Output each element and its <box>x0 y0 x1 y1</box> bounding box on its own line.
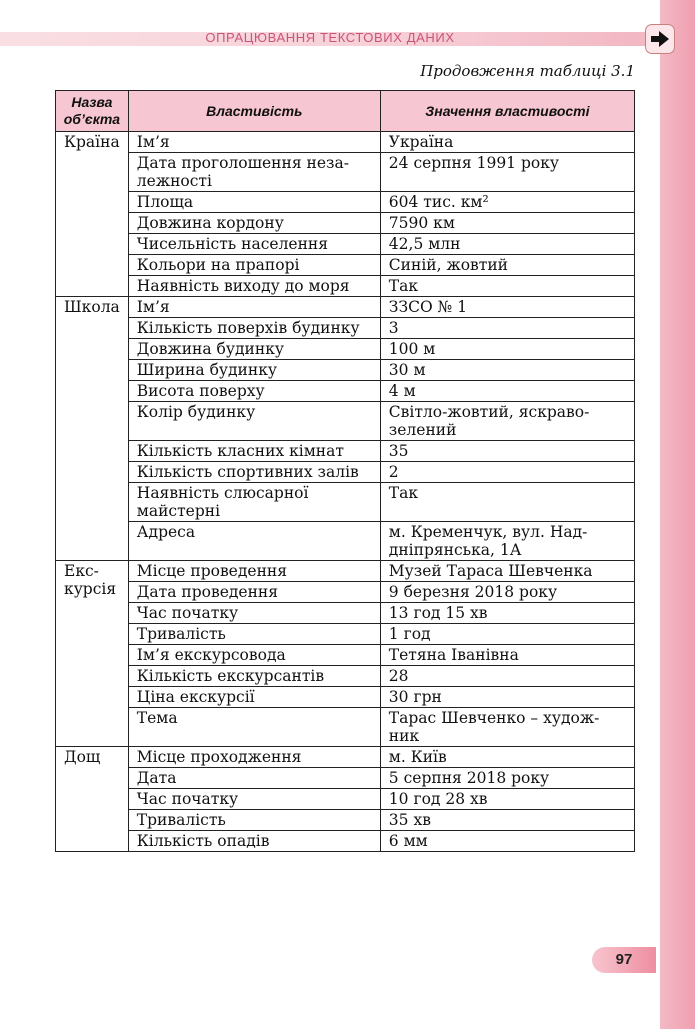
value-cell: м. Кременчук, вул. Над-дніпрянська, 1А <box>380 522 634 561</box>
property-cell: Кількість опадів <box>128 831 380 852</box>
table-row <box>56 603 635 624</box>
property-cell: Ім’я <box>128 297 380 318</box>
value-cell: 5 серпня 2018 року <box>380 768 634 789</box>
value-cell: 3 <box>380 318 634 339</box>
table-row <box>56 624 635 645</box>
value-cell: 1 год <box>380 624 634 645</box>
property-cell: Тема <box>128 708 380 747</box>
value-cell: 30 грн <box>380 687 634 708</box>
value-cell: 9 березня 2018 року <box>380 582 634 603</box>
arrow-right-icon <box>650 30 670 48</box>
table-row <box>56 255 635 276</box>
table-row <box>56 276 635 297</box>
object-name-cell: Екс-курсія <box>56 561 129 747</box>
table-row <box>56 441 635 462</box>
section-title: ОПРАЦЮВАННЯ ТЕКСТОВИХ ДАНИХ <box>205 30 455 45</box>
table-row <box>56 381 635 402</box>
property-cell: Час початку <box>128 603 380 624</box>
table-row <box>56 522 635 561</box>
table-row <box>56 789 635 810</box>
property-cell: Дата <box>128 768 380 789</box>
value-cell: 35 <box>380 441 634 462</box>
value-cell: Україна <box>380 132 634 153</box>
value-cell: Синій, жовтий <box>380 255 634 276</box>
table-row <box>56 234 635 255</box>
table-header-row <box>56 91 635 132</box>
value-cell: Так <box>380 483 634 522</box>
property-cell: Довжина кордону <box>128 213 380 234</box>
object-name-cell: Школа <box>56 297 129 561</box>
table-row <box>56 402 635 441</box>
property-cell: Дата проголошення неза-лежності <box>128 153 380 192</box>
table-row <box>56 747 635 768</box>
value-cell: 30 м <box>380 360 634 381</box>
table-row <box>56 132 635 153</box>
table-row <box>56 561 635 582</box>
property-cell: Час початку <box>128 789 380 810</box>
table-row <box>56 360 635 381</box>
value-cell: 7590 км <box>380 213 634 234</box>
value-cell: 42,5 млн <box>380 234 634 255</box>
table-row <box>56 297 635 318</box>
value-cell: 2 <box>380 462 634 483</box>
property-cell: Чисельність населення <box>128 234 380 255</box>
next-page-button[interactable] <box>645 24 675 54</box>
table-row <box>56 582 635 603</box>
property-cell: Тривалість <box>128 810 380 831</box>
property-cell: Площа <box>128 192 380 213</box>
table-row <box>56 645 635 666</box>
page-number: 97 <box>615 951 633 968</box>
property-cell: Кольори на прапорі <box>128 255 380 276</box>
object-name-cell: Дощ <box>56 747 129 852</box>
property-cell: Кількість спортивних залів <box>128 462 380 483</box>
table-row <box>56 213 635 234</box>
property-cell: Тривалість <box>128 624 380 645</box>
value-cell: Світло-жовтий, яскраво-зелений <box>380 402 634 441</box>
value-cell: 10 год 28 хв <box>380 789 634 810</box>
value-cell: ЗЗСО № 1 <box>380 297 634 318</box>
value-cell: 35 хв <box>380 810 634 831</box>
table-row <box>56 831 635 852</box>
table-row <box>56 810 635 831</box>
property-cell: Довжина будинку <box>128 339 380 360</box>
value-cell: 6 мм <box>380 831 634 852</box>
property-cell: Наявність слюсарної майстерні <box>128 483 380 522</box>
table-row <box>56 708 635 747</box>
table-row <box>56 192 635 213</box>
properties-table <box>55 90 635 852</box>
property-cell: Адреса <box>128 522 380 561</box>
property-cell: Ім’я <box>128 132 380 153</box>
page-edge-band <box>660 0 695 1029</box>
value-cell: Тетяна Іванівна <box>380 645 634 666</box>
table-row <box>56 666 635 687</box>
property-cell: Кількість поверхів будинку <box>128 318 380 339</box>
property-cell: Дата проведення <box>128 582 380 603</box>
property-cell: Колір будинку <box>128 402 380 441</box>
header-property: Властивість <box>128 91 380 132</box>
property-cell: Висота поверху <box>128 381 380 402</box>
table-row <box>56 318 635 339</box>
property-cell: Наявність виходу до моря <box>128 276 380 297</box>
property-cell: Ширина будинку <box>128 360 380 381</box>
value-cell: 24 серпня 1991 року <box>380 153 634 192</box>
value-cell: м. Київ <box>380 747 634 768</box>
value-cell: Тарас Шевченко – худож-ник <box>380 708 634 747</box>
table-row <box>56 768 635 789</box>
table-continuation-caption: Продовження таблиці 3.1 <box>420 62 635 80</box>
header-object-name: Назва об’єкта <box>56 91 129 132</box>
property-cell: Ім’я екскурсовода <box>128 645 380 666</box>
value-cell: Так <box>380 276 634 297</box>
table-row <box>56 687 635 708</box>
table-row <box>56 462 635 483</box>
value-cell: Музей Тараса Шевченка <box>380 561 634 582</box>
header-property-value: Значення властивості <box>380 91 634 132</box>
object-name-cell: Країна <box>56 132 129 297</box>
property-cell: Місце проведення <box>128 561 380 582</box>
value-cell: 4 м <box>380 381 634 402</box>
table-row <box>56 339 635 360</box>
value-cell: 28 <box>380 666 634 687</box>
value-cell: 100 м <box>380 339 634 360</box>
table-row <box>56 483 635 522</box>
value-cell: 13 год 15 хв <box>380 603 634 624</box>
value-cell: 604 тис. км² <box>380 192 634 213</box>
property-cell: Місце проходження <box>128 747 380 768</box>
property-cell: Кількість екскурсантів <box>128 666 380 687</box>
property-cell: Ціна екскурсії <box>128 687 380 708</box>
property-cell: Кількість класних кімнат <box>128 441 380 462</box>
table-row <box>56 153 635 192</box>
